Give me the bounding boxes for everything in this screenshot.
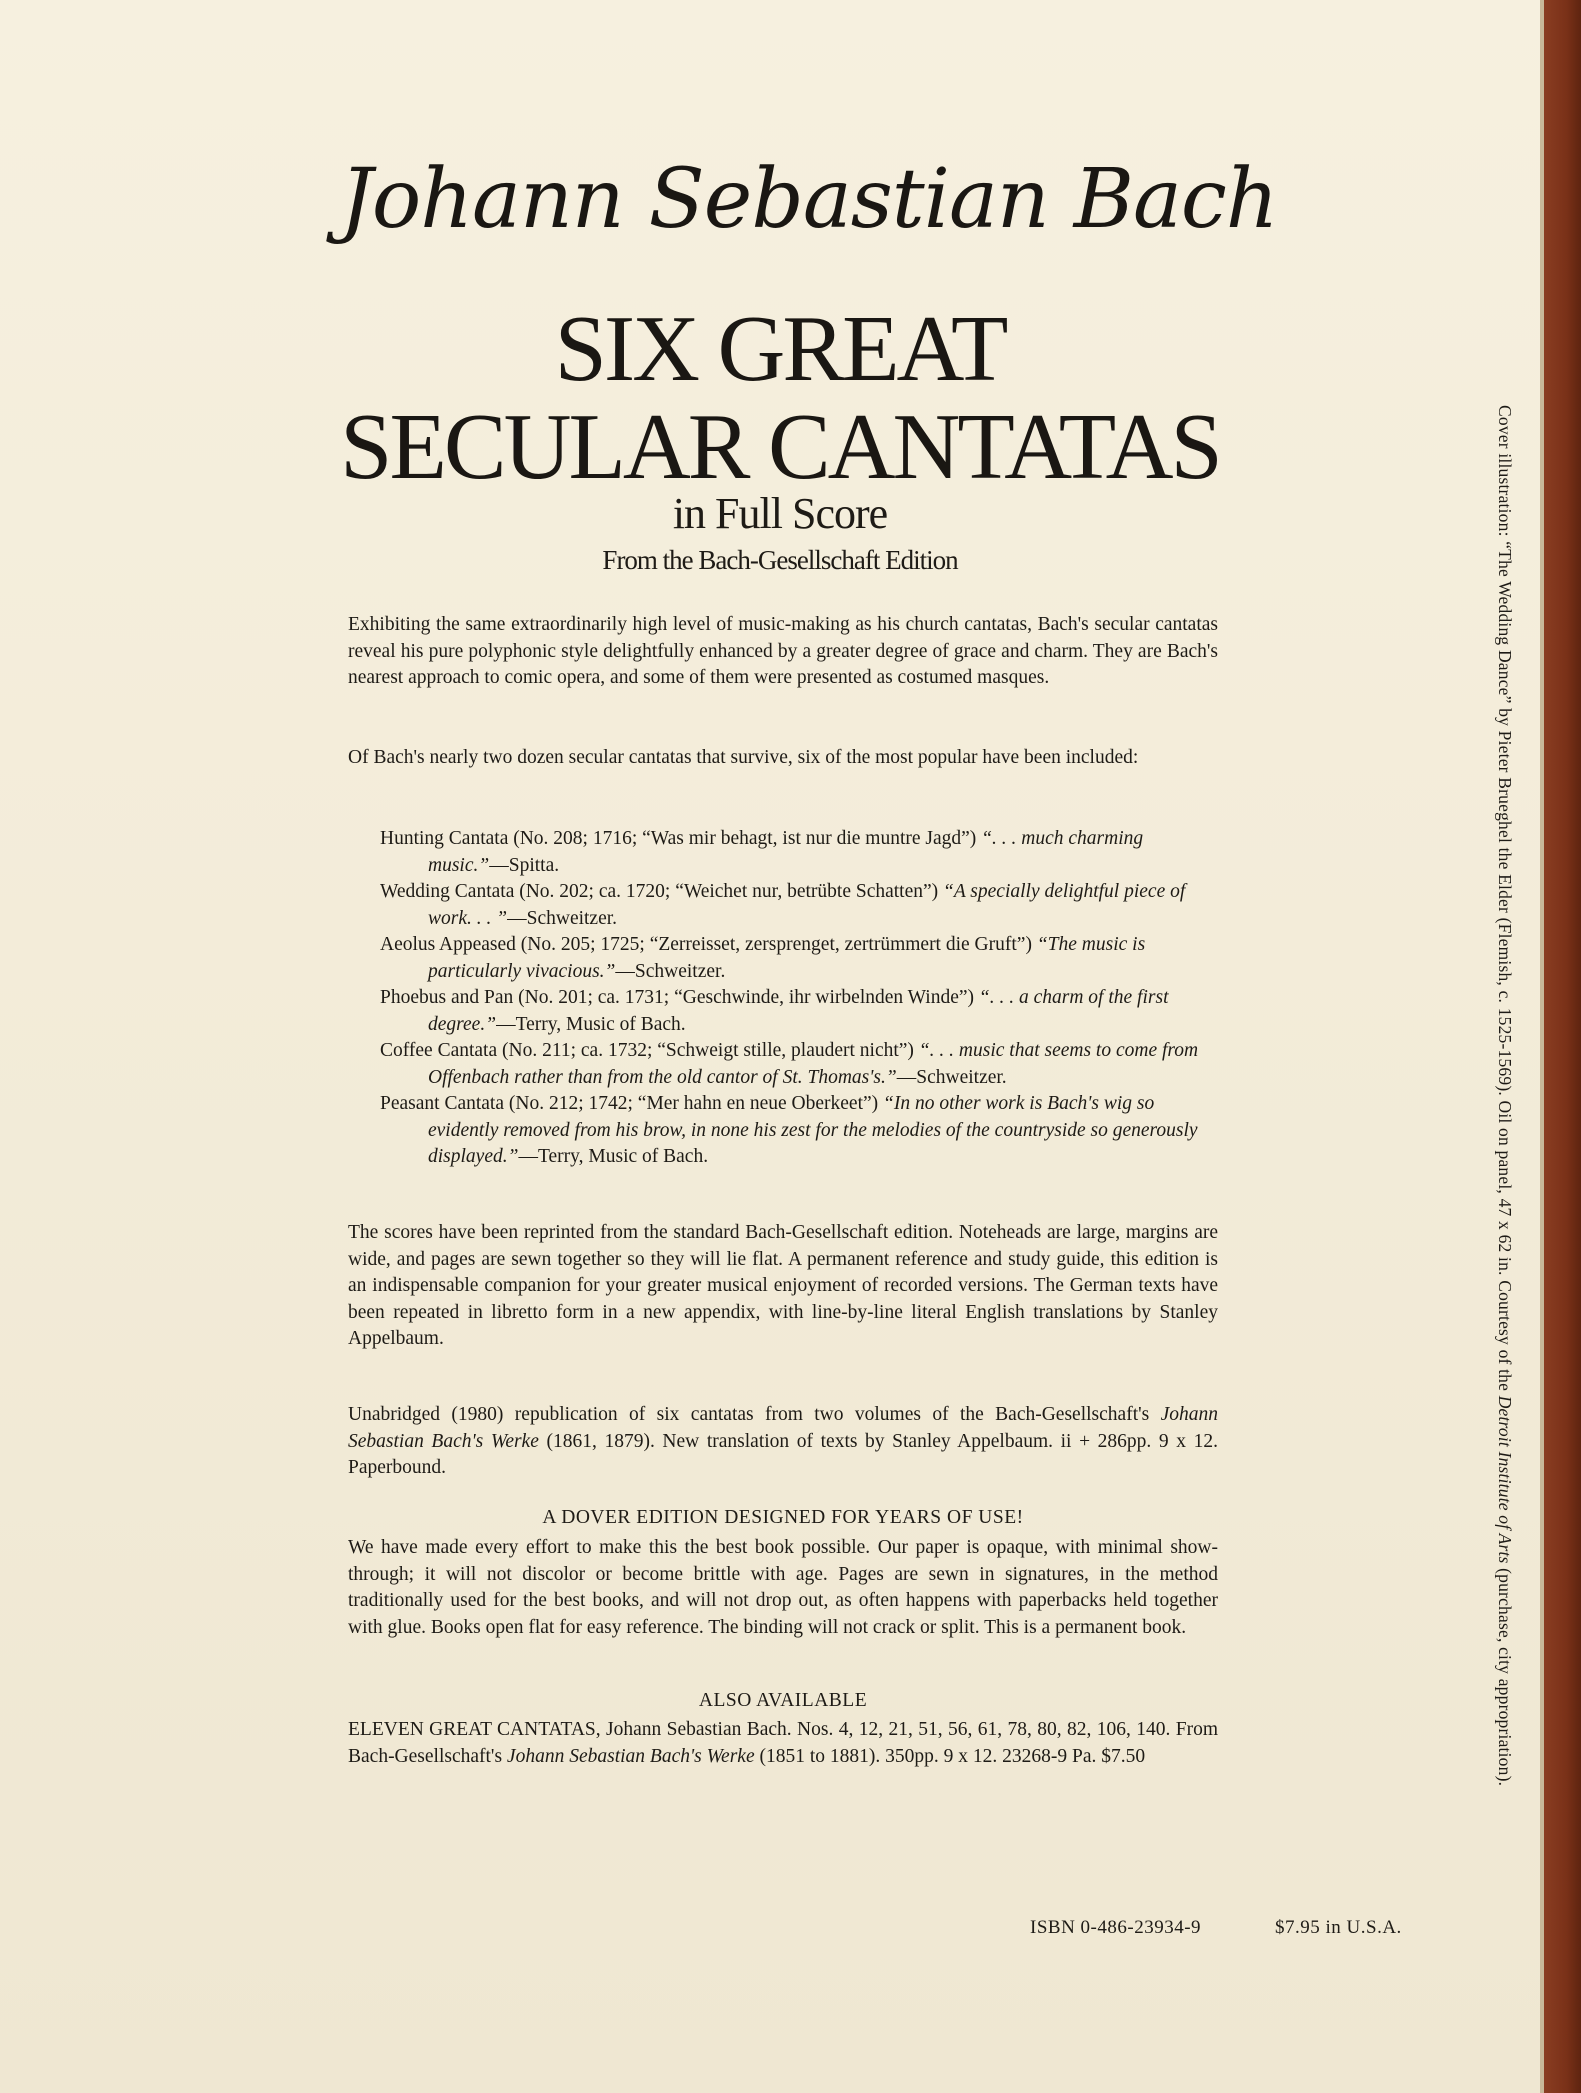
cover-illustration-credit: Cover illustration: “The Wedding Dance” by Pieter Brueghel the Elder (Flemish, c. 1525-1569). Oil on panel, 47 x 62 in. Courtesy of the Detroit Institute of Arts (purchase, city appropriation).: [1495, 405, 1515, 1787]
title-line-1: SIX GREAT: [554, 297, 1006, 401]
also-available-heading: ALSO AVAILABLE: [698, 1690, 868, 1711]
price-label: $7.95 in U.S.A.: [1275, 1917, 1402, 1938]
book-subtitle: in Full Score: [672, 489, 888, 538]
publication-note: Unabridged (1980) republication of six cantatas from two volumes of the Bach-Gesellschaft's Johann Sebastian Bach's Werke (1861, 1879). New translation of texts by Stanley Appelbaum. ii + 286pp. 9 x 12. Paperbound.: [348, 1404, 1218, 1478]
cantata-list: [380, 826, 1220, 1171]
book-spine: [1544, 0, 1581, 2093]
cantata-item: Wedding Cantata (No. 202; ca. 1720; “Weichet nur, betrübte Schatten”) “A specially delightful piece of work. . . ”—Schweitzer.: [380, 881, 1186, 929]
cantata-item: Phoebus and Pan (No. 201; ca. 1731; “Geschwinde, ihr wirbelnden Winde”) “. . . a charm of the first degree.”—Terry, Music of Bach.: [380, 987, 1169, 1035]
cantata-item: Aeolus Appeased (No. 205; 1725; “Zerreisset, zersprenget, zertrümmert die Gruft”) “The music is particularly vivacious.”—Schweitzer.: [380, 934, 1146, 982]
cantata-item: Peasant Cantata (No. 212; 1742; “Mer hahn en neue Oberkeet”) “In no other work is Bach's wig so evidently removed from his brow, in none his zest for the melodies of the countryside so generously displayed.”—Terry, Music of Bach.: [380, 1093, 1198, 1167]
cantata-item: Hunting Cantata (No. 208; 1716; “Was mir behagt, ist nur die muntre Jagd”) “. . . much charming music.”—Spitta.: [380, 828, 1144, 876]
book-title: [300, 297, 1260, 499]
title-line-2: SECULAR CANTATAS: [340, 395, 1220, 499]
edition-note: From the Bach-Gesellschaft Edition: [602, 545, 958, 575]
scores-paragraph: The scores have been reprinted from the standard Bach-Gesellschaft edition. Noteheads are large, margins are wide, and pages are sewn together so they will lie flat. A permanent reference and study guide, this edition is an indispensable companion for your greater musical enjoyment of recorded versions. The German texts have been repeated in libretto form in a new appendix, with line-by-line literal English translations by Stanley Appelbaum.: [348, 1222, 1218, 1349]
selection-paragraph: Of Bach's nearly two dozen secular cantatas that survive, six of the most popular have been included:: [348, 747, 1139, 768]
dover-heading: A DOVER EDITION DESIGNED FOR YEARS OF USE!: [542, 1507, 1024, 1528]
isbn-number: ISBN 0-486-23934-9: [1030, 1917, 1202, 1938]
intro-paragraph: Exhibiting the same extraordinarily high level of music-making as his church cantatas, Bach's secular cantatas reveal his pure polyphonic style delightfully enhanced by a greater degree of grace and charm. They are Bach's nearest approach to comic opera, and some of them were presented as costumed masques.: [348, 614, 1218, 688]
dover-paragraph: We have made every effort to make this the best book possible. Our paper is opaque, with minimal show-through; it will not discolor or become brittle with age. Pages are sewn in signatures, in the method traditionally used for the best books, and will not drop out, as often happens with paperbacks held together with glue. Books open flat for easy reference. The binding will not crack or split. This is a permanent book.: [348, 1537, 1218, 1638]
composer-name: Johann Sebastian Bach: [340, 152, 1278, 247]
cantata-item: Coffee Cantata (No. 211; ca. 1732; “Schweigt stille, plaudert nicht”) “. . . music that seems to come from Offenbach rather than from the old cantor of St. Thomas's.”—Schweitzer.: [380, 1040, 1199, 1088]
also-available-paragraph: ELEVEN GREAT CANTATAS, Johann Sebastian Bach. Nos. 4, 12, 21, 51, 56, 61, 78, 80, 82, 106, 140. From Bach-Gesellschaft's Johann Sebastian Bach's Werke (1851 to 1881). 350pp. 9 x 12. 23268-9 Pa. $7.50: [348, 1719, 1218, 1767]
